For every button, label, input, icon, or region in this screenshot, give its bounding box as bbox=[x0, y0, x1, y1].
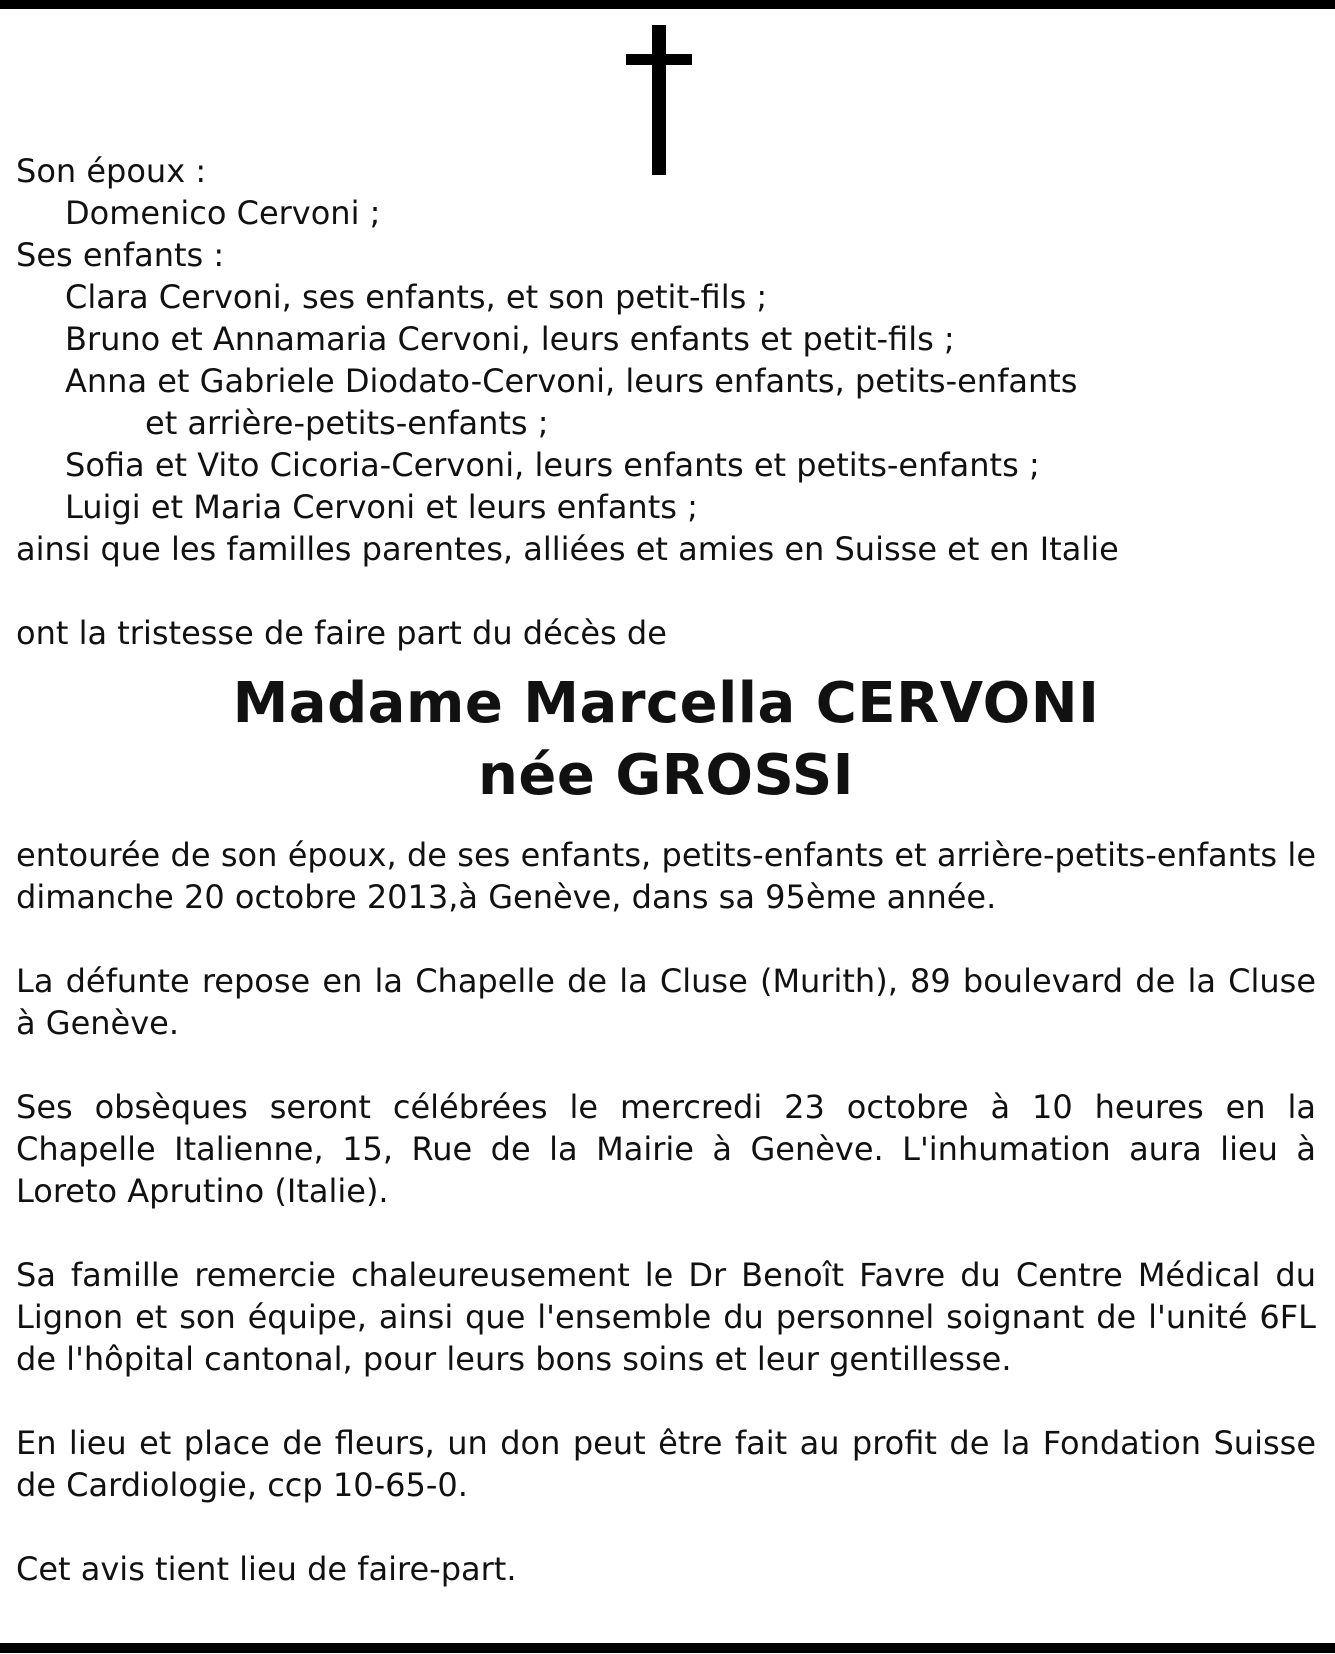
deceased-maiden-name: née GROSSI bbox=[478, 743, 854, 808]
child-entry: Luigi et Maria Cervoni et leurs enfants ; bbox=[65, 488, 698, 526]
deceased-name-block bbox=[16, 668, 1316, 812]
child-entry: Clara Cervoni, ses enfants, et son petit-fils ; bbox=[65, 278, 768, 316]
funeral-paragraph: Ses obsèques seront célébrées le mercredi 23 octobre à 10 heures en la Chapelle Italienne, 15, Rue de la Mairie à Genève. L'inhumation aura lieu à Loreto Aprutino (Italie). bbox=[16, 1088, 1316, 1210]
bottom-border-rule bbox=[0, 1643, 1335, 1653]
donation-paragraph: En lieu et place de fleurs, un don peut être fait au profit de la Fondation Suisse de Cardiologie, ccp 10-65-0. bbox=[16, 1424, 1316, 1504]
deceased-name: Madame Marcella CERVONI bbox=[232, 671, 1100, 736]
announcement-line: ont la tristesse de faire part du décès de bbox=[16, 614, 667, 652]
obituary-notice bbox=[16, 150, 1316, 1590]
repose-paragraph: La défunte repose en la Chapelle de la Cluse (Murith), 89 boulevard de la Cluse à Genève. bbox=[16, 962, 1316, 1042]
closing-line: Cet avis tient lieu de faire-part. bbox=[16, 1550, 517, 1588]
child-entry: Anna et Gabriele Diodato-Cervoni, leurs enfants, petits-enfants bbox=[65, 362, 1078, 400]
spouse-name: Domenico Cervoni ; bbox=[65, 194, 381, 232]
children-heading: Ses enfants : bbox=[16, 236, 225, 274]
relatives-line: ainsi que les familles parentes, alliées et amies en Suisse et en Italie bbox=[16, 530, 1119, 568]
spouse-heading: Son époux : bbox=[16, 152, 207, 190]
thanks-paragraph: Sa famille remercie chaleureusement le Dr Benoît Favre du Centre Médical du Lignon et son équipe, ainsi que l'ensemble du personnel soignant de l'unité 6FL de l'hôpital cantonal, pour leurs bons soins et leur gentillesse. bbox=[16, 1256, 1316, 1378]
child-entry: Bruno et Annamaria Cervoni, leurs enfants et petit-fils ; bbox=[65, 320, 955, 358]
child-entry: Sofia et Vito Cicoria-Cervoni, leurs enfants et petits-enfants ; bbox=[65, 446, 1040, 484]
cross-horizontal-bar bbox=[626, 54, 692, 65]
child-entry-continuation: et arrière-petits-enfants ; bbox=[145, 404, 549, 442]
circumstances-paragraph: entourée de son époux, de ses enfants, petits-enfants et arrière-petits-enfants le dimanche 20 octobre 2013,à Genève, dans sa 95ème année. bbox=[16, 836, 1316, 916]
top-border-rule bbox=[0, 0, 1335, 9]
